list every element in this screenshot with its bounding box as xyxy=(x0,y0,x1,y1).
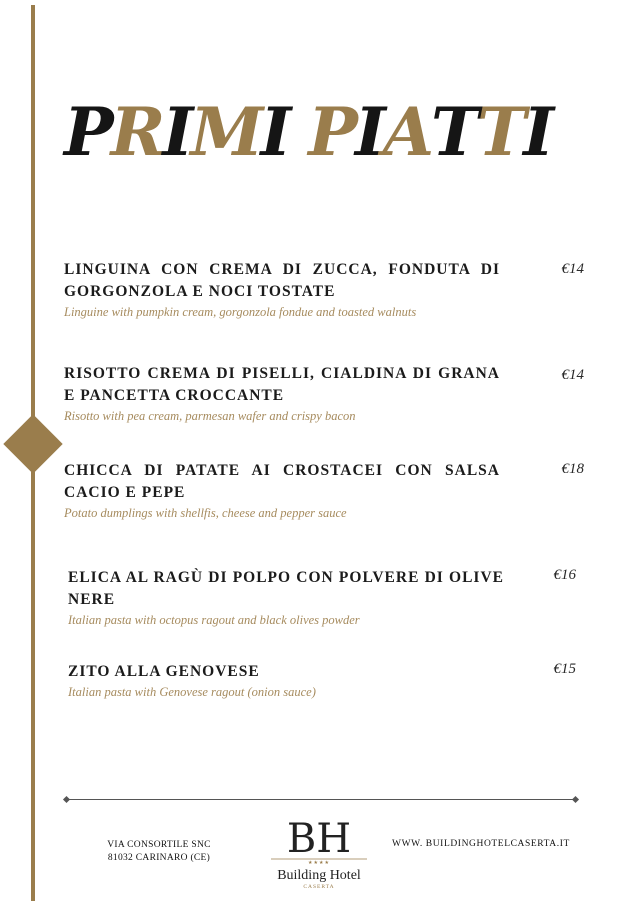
title-letter xyxy=(288,92,308,172)
logo-stars: ★★★★ xyxy=(308,861,330,866)
address-line-1: VIA CONSORTILE SNC xyxy=(107,840,211,850)
logo-name: Building Hotel xyxy=(277,868,361,883)
dish-name: CHICCA DI PATATE AI CROSTACEI CON SALSA CACIO E PEPE xyxy=(64,462,500,501)
title-letter: R xyxy=(110,93,163,171)
title-letter: P xyxy=(64,93,111,171)
footer-divider xyxy=(66,799,576,800)
title-letter: I xyxy=(523,93,552,171)
dish-name: RISOTTO CREMA DI PISELLI, CIALDINA DI GRANA E PANCETTA CROCCANTE xyxy=(64,365,500,404)
title-letter: A xyxy=(382,93,432,171)
dish-price: €14 xyxy=(561,367,584,383)
dish-price: €15 xyxy=(553,661,576,677)
address-line-2: 81032 CARINARO (CE) xyxy=(107,853,211,863)
title-letter: T xyxy=(477,93,524,171)
dish-description: Risotto with pea cream, parmesan wafer and crispy bacon xyxy=(64,409,356,423)
website-link: WWW. BUILDINGHOTELCASERTA.IT xyxy=(392,839,570,849)
dish-description: Italian pasta with Genovese ragout (onion sauce) xyxy=(68,685,316,699)
dish-description: Potato dumplings with shellfis, cheese and pepper sauce xyxy=(64,506,347,520)
title-letter: I xyxy=(260,93,289,171)
address xyxy=(100,839,218,865)
dish-name: ZITO ALLA GENOVESE xyxy=(68,663,260,680)
logo-monogram: BH xyxy=(286,816,352,860)
bh-monogram-icon xyxy=(269,812,369,860)
dish-description: Linguine with pumpkin cream, gorgonzola fondue and toasted walnuts xyxy=(64,305,417,319)
menu-item xyxy=(64,460,584,522)
decorative-diamond xyxy=(3,414,62,473)
menu-item xyxy=(68,661,576,701)
hotel-logo xyxy=(268,812,370,892)
title-letter: M xyxy=(190,93,261,171)
title-letter: P xyxy=(308,93,355,171)
dish-price: €18 xyxy=(561,461,584,477)
dish-price: €14 xyxy=(561,261,584,277)
dish-description: Italian pasta with octopus ragout and black olives powder xyxy=(68,613,360,627)
title-letter: I xyxy=(354,93,383,171)
title-letter: T xyxy=(431,93,478,171)
logo-city: CASERTA xyxy=(303,884,335,890)
dish-name: ELICA AL RAGÙ DI POLPO CON POLVERE DI OLIVE NERE xyxy=(68,569,504,608)
menu-item xyxy=(68,567,576,629)
menu-item xyxy=(64,259,584,321)
menu-item xyxy=(64,363,584,425)
dish-price: €16 xyxy=(553,567,576,583)
page-title xyxy=(64,92,551,172)
title-letter: I xyxy=(162,93,191,171)
dish-name: LINGUINA CON CREMA DI ZUCCA, FONDUTA DI GORGONZOLA E NOCI TOSTATE xyxy=(64,261,500,300)
